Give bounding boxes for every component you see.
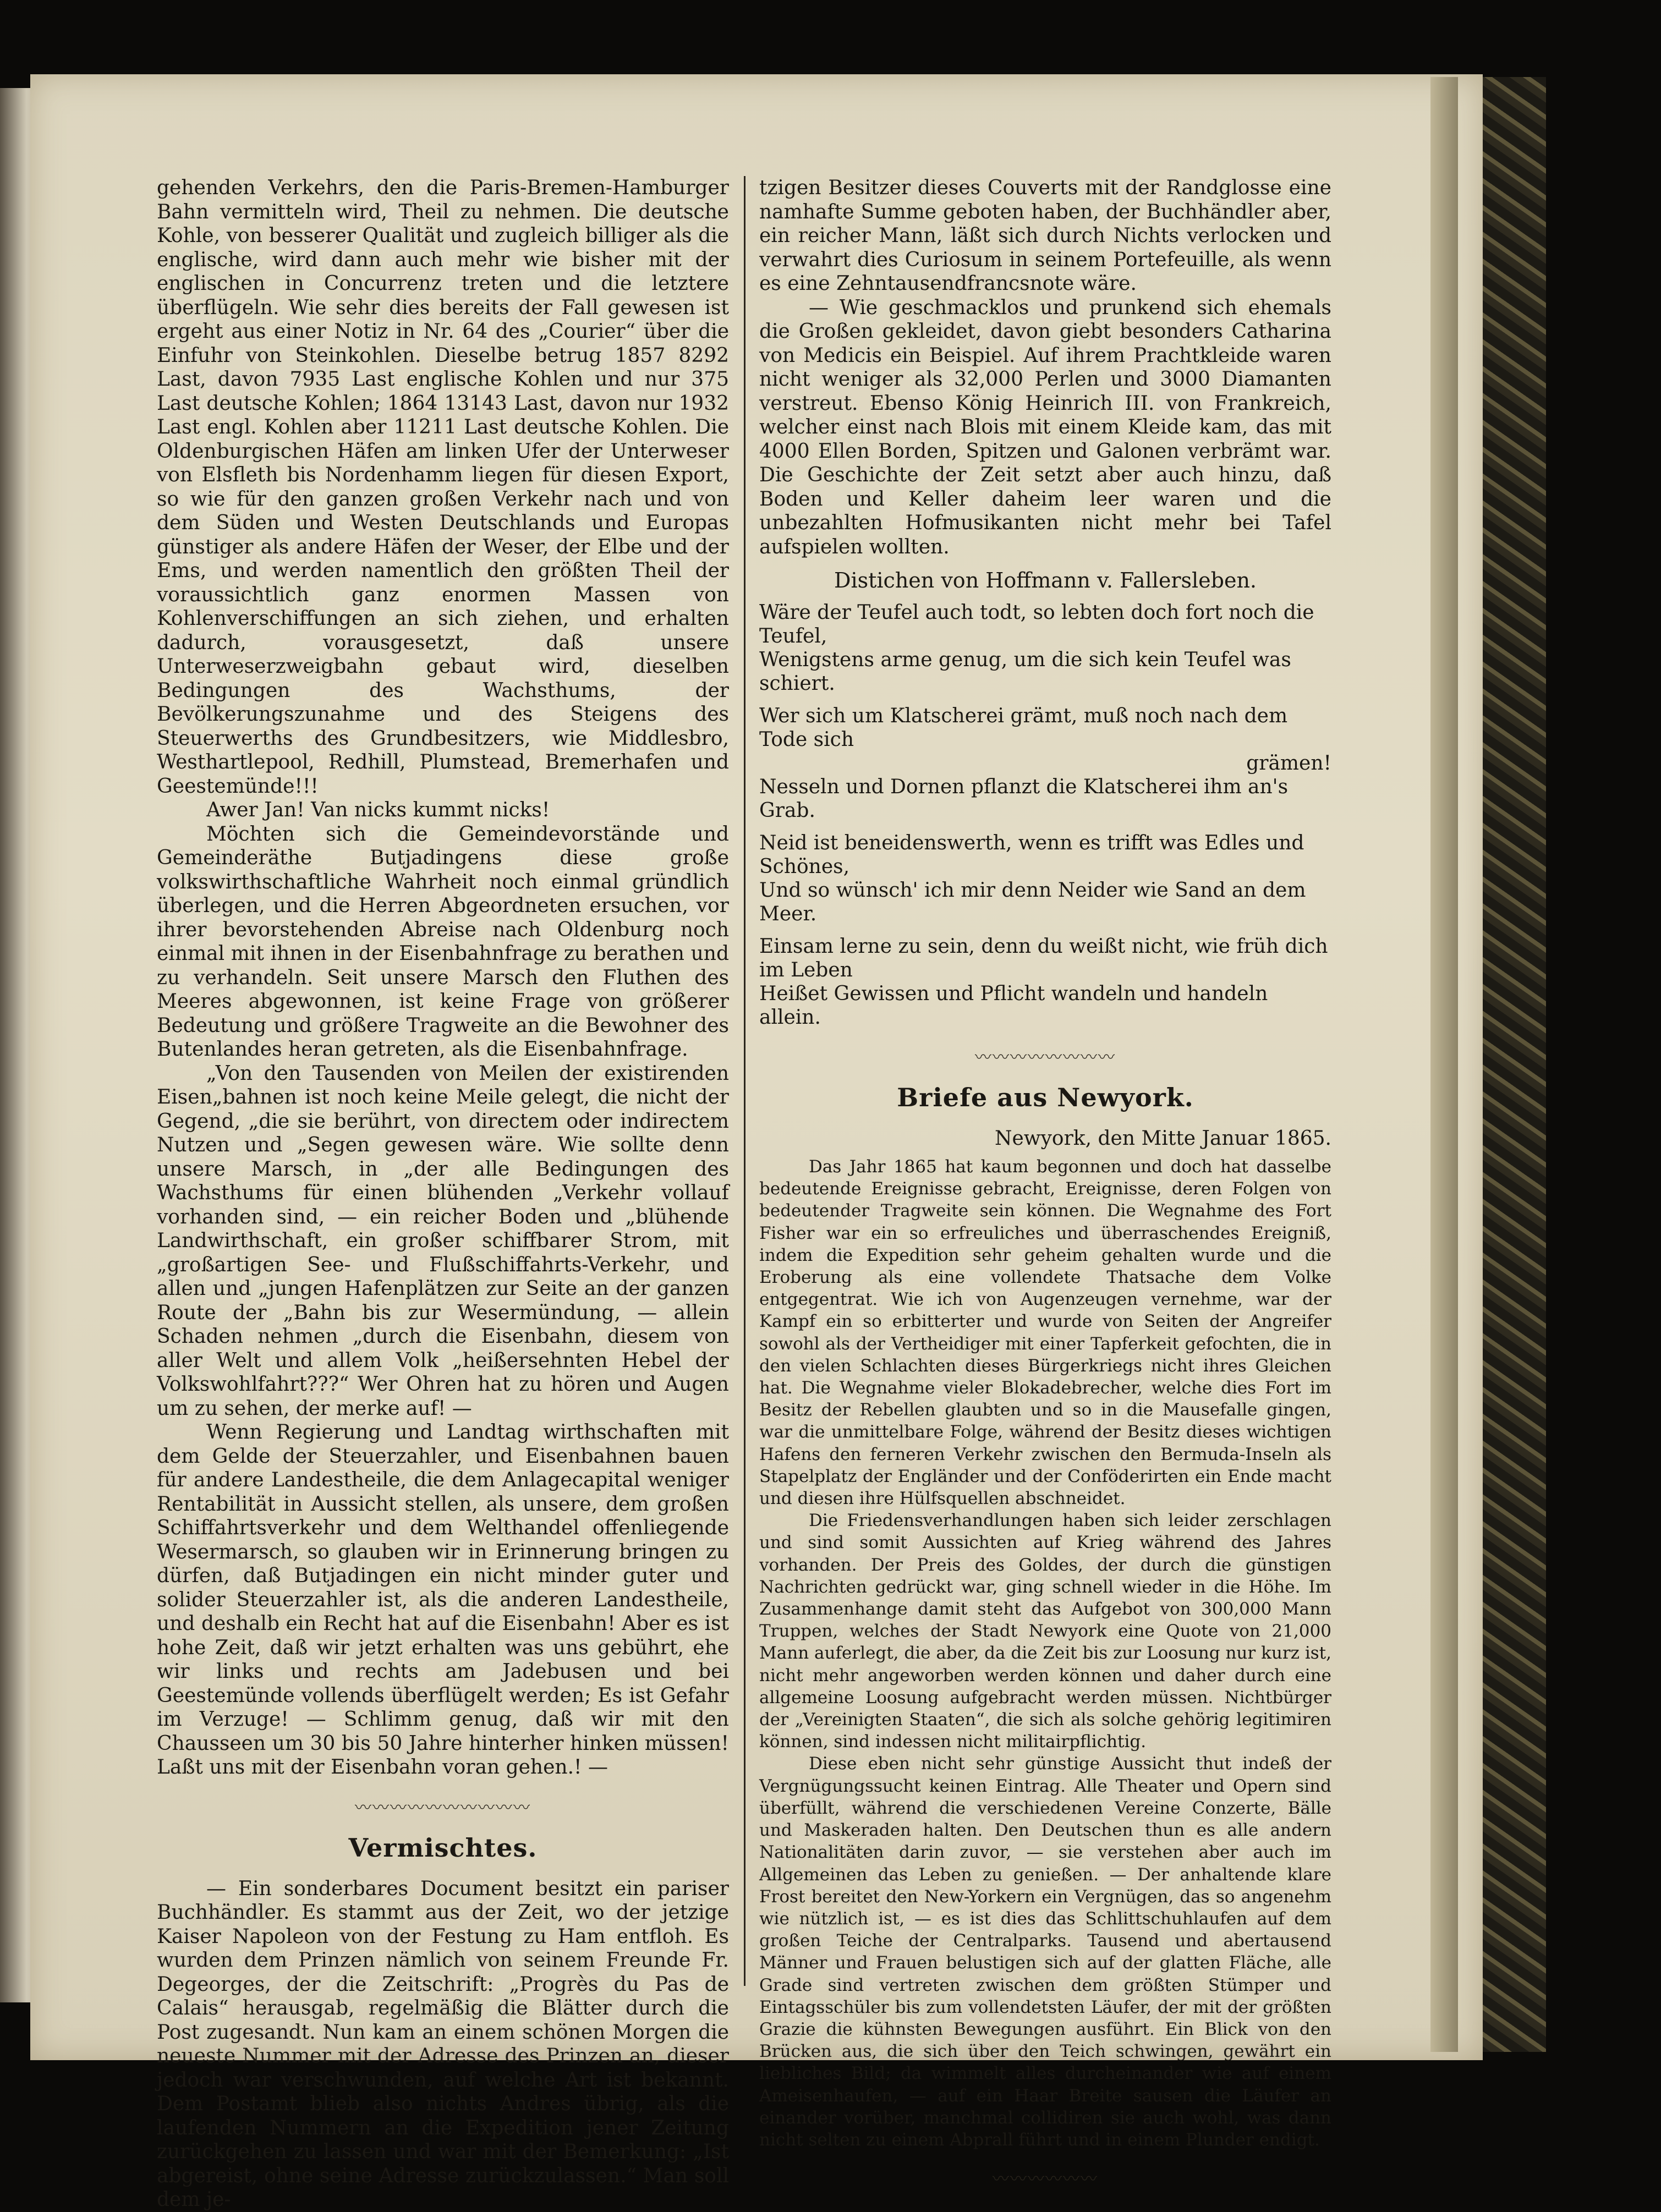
verse-heading: Distichen von Hoffmann v. Fallersleben. bbox=[834, 568, 1257, 592]
section-divider: 〰〰〰〰〰〰〰〰 bbox=[975, 1047, 1116, 1067]
article-paragraph: tzigen Besitzer dieses Couverts mit der Randglosse eine namhafte Summe geboten haben, der Buchhändler aber, ein reicher Mann, läßt sich durch Nichts verlocken und verwahrt dies Curiosum in seinem Portefeuille, als wenn es eine Zehntausendfrancsnote wäre. bbox=[759, 177, 1331, 295]
verse-line: grämen! bbox=[1246, 751, 1331, 775]
verse-line: Und so wünsch' ich mir denn Neider wie Sand an dem Meer. bbox=[759, 879, 1306, 925]
section-heading: Vermischtes. bbox=[348, 1833, 538, 1863]
left-column bbox=[157, 176, 729, 2212]
section-divider: 〰〰〰〰〰〰 bbox=[993, 2170, 1098, 2189]
right-column bbox=[759, 176, 1331, 2208]
page-fore-edge bbox=[1430, 77, 1458, 2052]
article-paragraph: gehenden Verkehrs, den die Paris-Bremen-Hamburger Bahn vermitteln wird, Theil zu nehmen. Die deutsche Kohle, von besserer Qualität und zugleich billiger als die englische, wird dann auch mehr wie bisher mit der englischen in Concurrenz treten und die letztere überflügeln. Wie sehr dies bereits der Fall gewesen ist ergeht aus einer Notiz in Nr. 64 des „Courier“ über die Einfuhr von Steinkohlen. Dieselbe betrug 1857 8292 Last, davon 7935 Last englische Kohlen und nur 375 Last deutsche Kohlen; 1864 13143 Last, davon nur 1932 Last engl. Kohlen aber 11211 Last deutsche Kohlen. Die Oldenburgischen Häfen am linken Ufer der Unterweser von Elsfleth bis Nordenhamm liegen für diesen Export, so wie für den ganzen großen Verkehr nach und von dem Süden und Westen Deutschlands und Europas günstiger als andere Häfen der Weser, der Elbe und der Ems, und werden namentlich den größten Theil der voraussichtlich ganz enormen Massen von Kohlenverschiffungen an sich ziehen, und erhalten dadurch, vorausgesetzt, daß unsere Unterweserzweigbahn gebaut wird, dieselben Bedingungen des Wachsthums, der Bevölkerungszunahme und des Steigens des Steuerwerths des Grundbesitzers, wie Middlesbro, Westhartlepool, Redhill, Plumstead, Bremerhafen und Geestemünde!!! bbox=[157, 177, 729, 798]
quoted-paragraph: „Von den Tausenden von Meilen der existirenden Eisen„bahnen ist noch keine Meile gelegt, die nicht der Gegend, „die sie berührt, von directem oder indirectem Nutzen und „Segen gewesen wäre. Wie sollte denn unsere Marsch, in „der alle Bedingungen des Wachsthums für einen blühenden „Verkehr vollauf vorhanden sind, — ein reicher Boden und „blühende Landwirthschaft, ein großer schiffbarer Strom, mit „großartigen See- und Flußschiffahrts-Verkehr, und allen und „jungen Hafenplätzen zur Seite an der ganzen Route der „Bahn bis zur Wesermündung, — allein Schaden nehmen „durch die Eisenbahn, diesem von aller Welt und allem Volk „heißersehnten Hebel der Volkswohlfahrt???“ Wer Ohren hat zu hören und Augen um zu sehen, der merke auf! — bbox=[157, 1062, 729, 1420]
article-paragraph: Die Friedensverhandlungen haben sich leider zerschlagen und sind somit Aussichten auf Krieg während des Jahres vorhanden. Der Preis des Goldes, der durch die günstigen Nachrichten gedrückt war, ging schnell wieder in die Höhe. Im Zusammenhange damit steht das Aufgebot von 300,000 Mann Truppen, welches der Stadt Newyork eine Quote von 21,000 Mann auferlegt, die aber, da die Zeit bis zur Loosung nur kurz ist, nicht mehr angeworben werden können und daher durch eine allgemeine Loosung aufgebracht werden müssen. Nichtbürger der „Vereinigten Staaten“, die sich als solche gehörig legitimiren können, sind indessen nicht militairpflichtig. bbox=[759, 1511, 1331, 1752]
distich bbox=[759, 704, 1331, 822]
section-divider: 〰〰〰〰〰〰〰〰〰〰 bbox=[355, 1798, 531, 1818]
dialect-saying: Awer Jan! Van nicks kummt nicks! bbox=[206, 799, 550, 821]
verse-line: Nesseln und Dornen pflanzt die Klatscherei ihm an's Grab. bbox=[759, 775, 1289, 822]
distich bbox=[759, 601, 1331, 695]
article-paragraph: Wenn Regierung und Landtag wirthschaften mit dem Gelde der Steuerzahler, und Eisenbahnen bauen für andere Landestheile, die dem Anlagecapital weniger Rentabilität in Aussicht stellen, als unsere, dem großen Schiffahrtsverkehr und dem Welthandel offenliegende Wesermarsch, so glauben wir in Erinnerung bringen zu dürfen, daß Butjadingen ein nicht minder guter und solider Steuerzahler ist, als die anderen Landestheile, und deshalb ein Recht hat auf die Eisenbahn! Aber es ist hohe Zeit, daß wir jetzt erhalten was uns gebührt, ehe wir links und rechts am Jadebusen und bei Geestemünde vollends überflügelt werden; Es ist Gefahr im Verzuge! — Schlimm genug, daß wir mit den Chausseen um 30 bis 50 Jahre hinterher hinken müssen! Laßt uns mit der Eisenbahn voran gehen.! — bbox=[157, 1421, 729, 1779]
distich bbox=[759, 935, 1331, 1029]
verse-line: Einsam lerne zu sein, denn du weißt nicht, wie früh dich im Leben bbox=[759, 935, 1328, 981]
verse-line: Heißet Gewissen und Pflicht wandeln und handeln allein. bbox=[759, 982, 1268, 1029]
article-paragraph: Das Jahr 1865 hat kaum begonnen und doch hat dasselbe bedeutende Ereignisse gebracht, Ereignisse, deren Folgen von bedeutender Tragweite sein können. Die Wegnahme des Fort Fisher war ein so erfreuliches und überraschendes Ereigniß, indem die Expedition sehr geheim gehalten wurde und die Eroberung als eine vollendete Thatsache dem Volke entgegentrat. Wie ich von Augenzeugen vernehme, war der Kampf ein so erbitterter und wurde von Seiten der Angreifer sowohl als der Vertheidiger mit einer Tapferkeit gefochten, die in den vielen Schlachten dieses Bürgerkriegs nicht ihres Gleichen hat. Die Wegnahme vieler Blokadebrecher, welche dies Fort im Besitz der Rebellen glaubten und so in die Mausefalle gingen, war die unmittelbare Folge, während der Besitz dieses wichtigen Hafens den ferneren Verkehr zwischen den Bermuda-Inseln als Stapelplatz der Engländer und der Conföderirten ein Ende macht und diesen ihre Hülfsquellen abschneidet. bbox=[759, 1157, 1331, 1509]
verse-line: Wenigstens arme genug, um die sich kein Teufel was schiert. bbox=[759, 648, 1291, 695]
verse-line: Wer sich um Klatscherei grämt, muß noch nach dem Tode sich bbox=[759, 704, 1288, 751]
article-paragraph: Diese eben nicht sehr günstige Aussicht thut indeß der Vergnügungssucht keinen Eintrag. Alle Theater und Opern sind überfüllt, während die verschiedenen Vereine Conzerte, Bälle und Maskeraden halten. Den Deutschen thun es alle andern Nationalitäten darin zuvor, — sie verstehen aber auch im Allgemeinen das Leben zu genießen. — Der anhaltende klare Frost bereitet den New-Yorkern ein Vergnügen, das so angenehm wie nützlich ist, — es ist dies das Schlittschuhlaufen auf dem großen Teiche der Centralparks. Tausend und abertausend Männer und Frauen belustigen sich auf der glatten Fläche, alle Grade sind vertreten zwischen dem größten Stümper und Eintagsschüler bis zum vollendetsten Läufer, der mit der größten Grazie die kühnsten Bewegungen ausführt. Ein Blick von den Brücken aus, die sich über den Teich schwingen, gewährt ein liebliches Bild; da wimmelt alles durcheinander wie auf einem Ameisenhaufen, — auf ein Haar Breite sausen die Läufer an einander vorüber, manchmal collidiren sie auch wohl, was dann nicht selten zu einem Abprall führt und in einem Plunder endigt. bbox=[759, 1754, 1331, 2150]
article-paragraph: — Ein sonderbares Document besitzt ein pariser Buchhändler. Es stammt aus der Zeit, wo der jetzige Kaiser Napoleon von der Festung zu Ham entfloh. Es wurden dem Prinzen nämlich von seinem Freunde Fr. Degeorges, der die Zeitschrift: „Progrès du Pas de Calais“ herausgab, regelmäßig die Blätter durch die Post zugesandt. Nun kam an einem schönen Morgen die neueste Nummer mit der Adresse des Prinzen an, dieser jedoch war verschwunden, auf welche Art ist bekannt. Dem Postamt blieb also nichts Andres übrig, als die laufenden Nummern an die Expedition jener Zeitung zurückgehen zu lassen und war mit der Bemerkung: „Ist abgereist, ohne seine Adresse zurückzulassen.“ Man soll dem je- bbox=[157, 1877, 729, 2211]
column-rule bbox=[744, 176, 745, 1986]
article-paragraph: Möchten sich die Gemeindevorstände und Gemeinderäthe Butjadingens diese große volkswirthschaftliche Wahrheit noch einmal gründlich überlegen, und die Herren Abgeordneten ersuchen, vor ihrer bevorstehenden Abreise nach Oldenburg noch einmal mit ihnen in der Eisenbahnfrage zu berathen und zu verhandeln. Seit unsere Marsch den Fluthen des Meeres abgewonnen, ist keine Frage von größerer Bedeutung und größere Tragweite an die Bewohner des Butenlandes heran getreten, als die Eisenbahnfrage. bbox=[157, 822, 729, 1061]
verse-line: Wäre der Teufel auch todt, so lebten doch fort noch die Teufel, bbox=[759, 601, 1314, 647]
article-paragraph: — Wie geschmacklos und prunkend sich ehemals die Großen gekleidet, davon giebt besonders Catharina von Medicis ein Beispiel. Auf ihrem Prachtkleide waren nicht weniger als 32,000 Perlen und 3000 Diamanten verstreut. Ebenso König Heinrich III. von Frankreich, welcher einst nach Blois mit einem Kleide kam, das mit 4000 Ellen Borden, Spitzen und Galonen verbrämt war. Die Geschichte der Zeit setzt aber auch hinzu, daß Boden und Keller daheim leer waren und die unbezahlten Hofmusikanten nicht mehr bei Tafel aufspielen wollten. bbox=[759, 296, 1331, 558]
dateline: Newyork, den Mitte Januar 1865. bbox=[994, 1127, 1331, 1150]
verse-line: Neid ist beneidenswerth, wenn es trifft was Edles und Schönes, bbox=[759, 831, 1304, 878]
distich bbox=[759, 831, 1331, 926]
section-heading: Briefe aus Newyork. bbox=[897, 1083, 1194, 1112]
